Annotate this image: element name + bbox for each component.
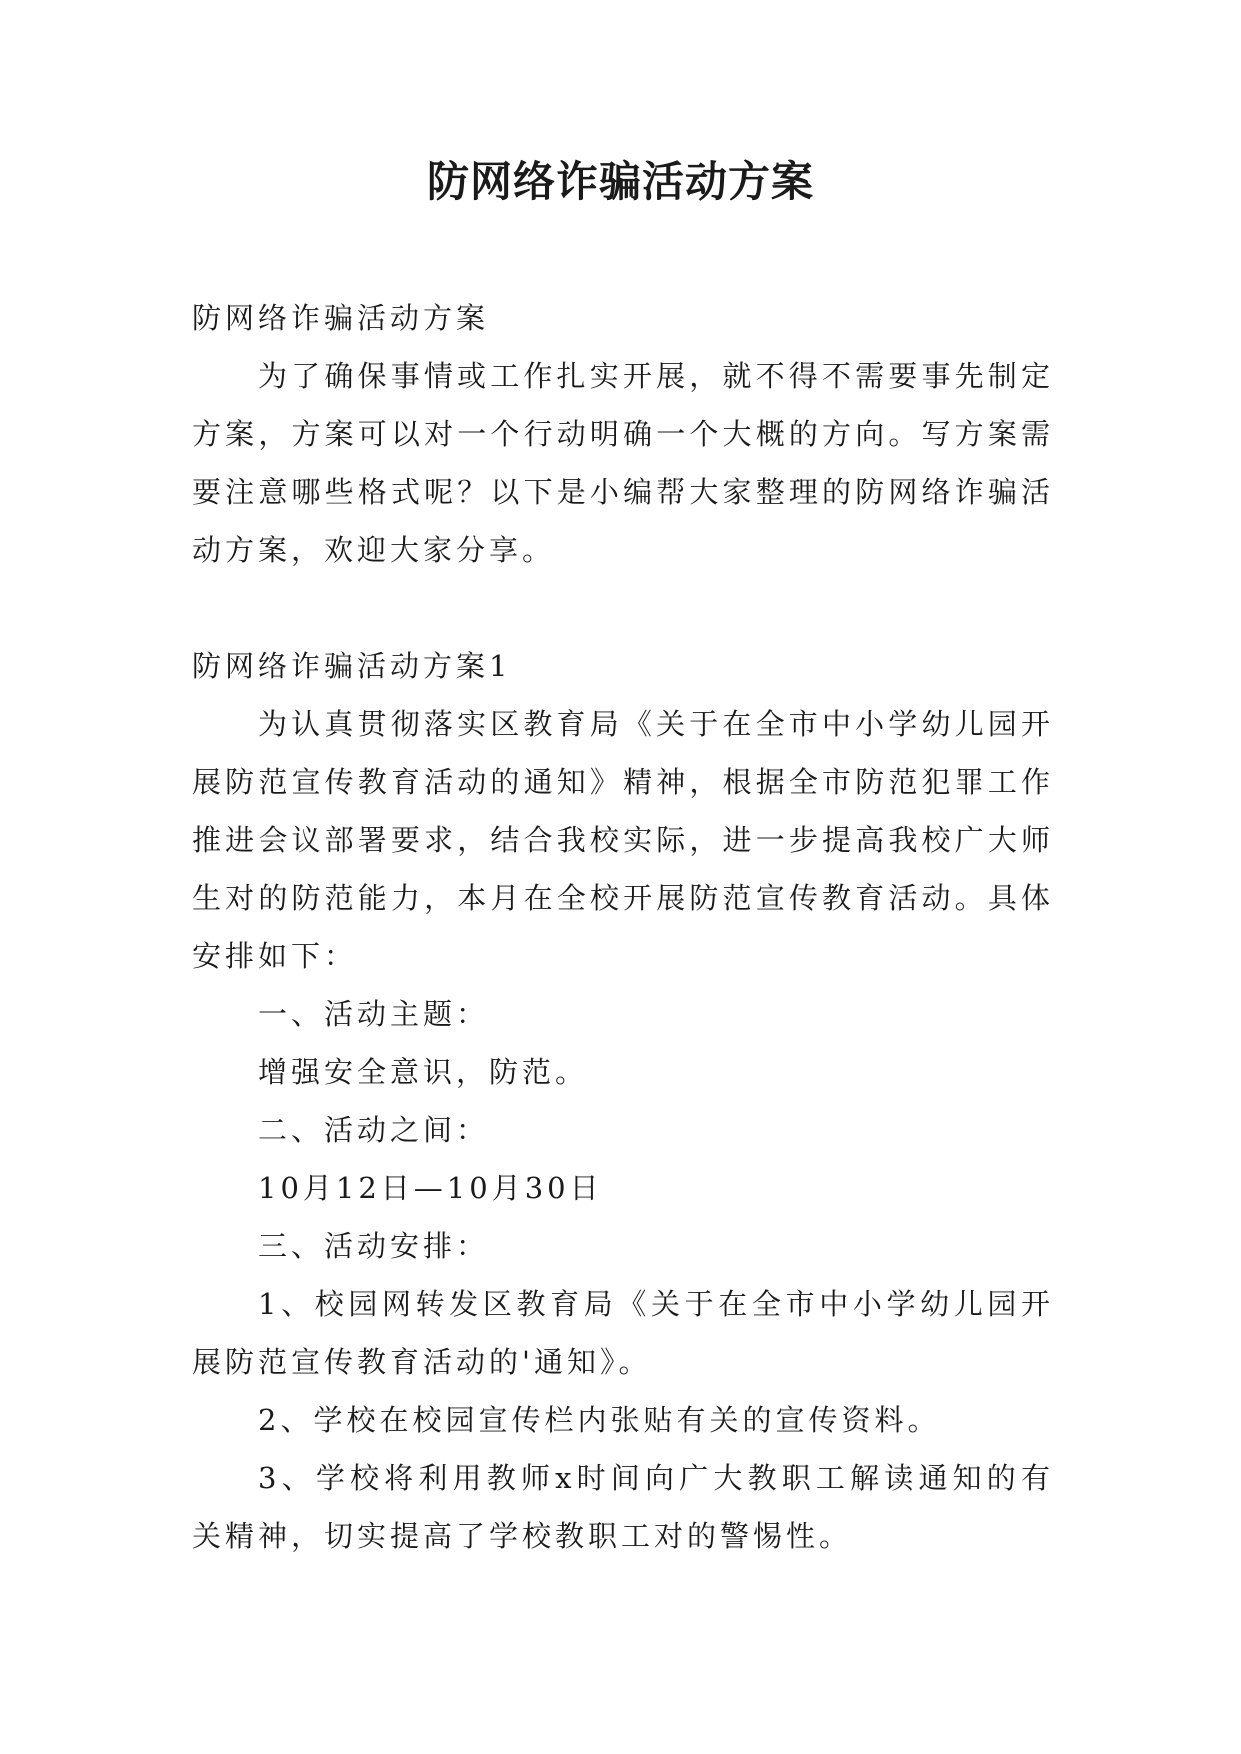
item2-text: 10月12日—10月30日 (258, 1171, 603, 1205)
item3-point3: 3、学校将利用教师x时间向广大教职工解读通知的有关精神，切实提高了学校教职工对的警惕性。 (192, 1461, 1054, 1553)
item1-text: 增强安全意识，防范。 (258, 1055, 589, 1089)
section1-paragraph: 为认真贯彻落实区教育局《关于在全市中小学幼儿园开展防范宣传教育活动的通知》精神，根据全市防范犯罪工作推进会议部署要求，结合我校实际，进一步提高我校广大师生对的防范能力，本月在全校开展防范宣传教育活动。具体安排如下： (192, 707, 1054, 973)
paragraph-spacer (192, 579, 1054, 637)
intro-heading: 防网络诈骗活动方案 (192, 301, 490, 335)
intro-paragraph: 为了确保事情或工作扎实开展，就不得不需要事先制定方案，方案可以对一个行动明确一个大概的方向。写方案需要注意哪些格式呢？以下是小编帮大家整理的防网络诈骗活动方案，欢迎大家分享。 (192, 359, 1054, 567)
document-title: 防网络诈骗活动方案 (426, 157, 814, 206)
item3-point2: 2、学校在校园宣传栏内张贴有关的宣传资料。 (258, 1403, 941, 1437)
item1-heading: 一、活动主题： (258, 997, 490, 1031)
item3-heading: 三、活动安排： (258, 1229, 490, 1263)
section1-heading: 防网络诈骗活动方案1 (192, 649, 512, 683)
item2-heading: 二、活动之间： (258, 1113, 490, 1147)
document-body (192, 289, 1054, 1565)
item3-point1: 1、校园网转发区教育局《关于在全市中小学幼儿园开展防范宣传教育活动的'通知》。 (192, 1287, 1054, 1379)
